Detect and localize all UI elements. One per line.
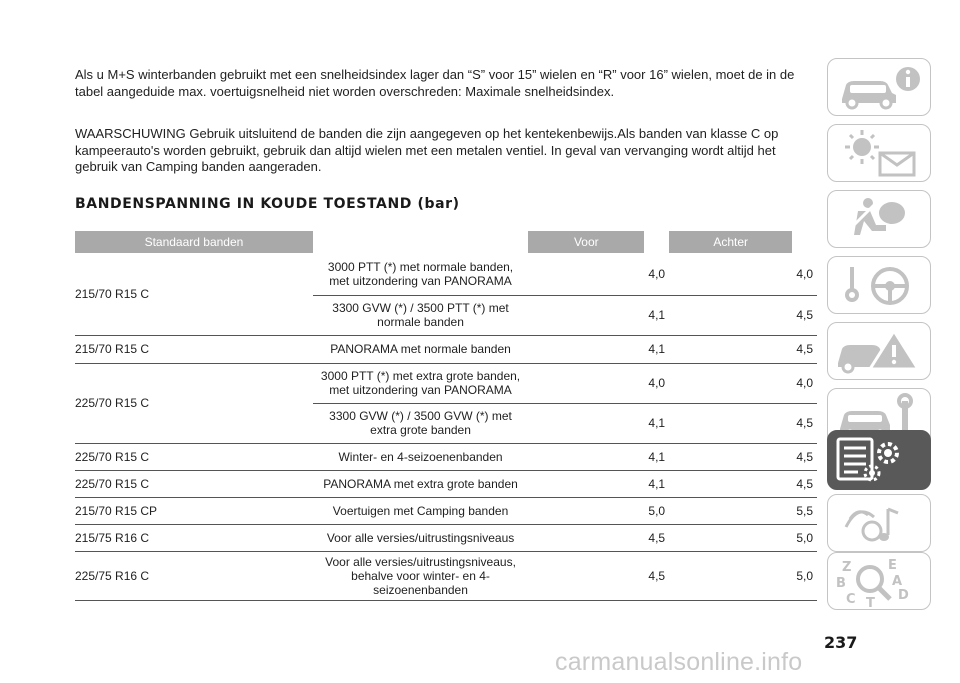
tab-index[interactable] <box>827 552 931 610</box>
tyre-size-cell: 215/70 R15 C <box>75 335 313 363</box>
index-letter: D <box>898 588 909 603</box>
intro-paragraph-speed-index: Als u M+S winterbanden gebruikt met een snelheidsindex lager dan “S” voor 15” wielen en “R” voor 16” wielen, moet de in de tabel aangeduide max. voertuigsnelheid niet worden overschreden: Maximale snelheidsindex. <box>75 67 795 99</box>
rear-pressure-cell: 5,5 <box>792 497 817 524</box>
table-row <box>75 470 817 497</box>
section-title: BANDENSPANNING IN KOUDE TOESTAND (bar) <box>75 196 460 212</box>
table-row <box>75 551 817 600</box>
front-pressure-cell: 4,5 <box>644 551 669 600</box>
table-row <box>75 497 817 524</box>
page-number: 237 <box>824 633 858 652</box>
rear-pressure-cell: 4,5 <box>792 335 817 363</box>
car-info-icon <box>828 59 932 117</box>
tab-multimedia[interactable] <box>827 494 931 552</box>
description-cell: PANORAMA met extra grote banden <box>313 470 528 497</box>
tyre-size-cell: 225/70 R15 C <box>75 470 313 497</box>
tab-starting-driving[interactable] <box>827 256 931 314</box>
rear-pressure-cell: 4,5 <box>792 470 817 497</box>
description-cell: Voertuigen met Camping banden <box>313 497 528 524</box>
header-rear: Achter <box>669 231 792 253</box>
front-pressure-cell: 4,5 <box>644 524 669 551</box>
index-letter: A <box>892 574 903 589</box>
table-row <box>75 524 817 551</box>
rear-pressure-cell: 4,0 <box>792 253 817 295</box>
rear-pressure-cell: 4,5 <box>792 443 817 470</box>
tyre-size-cell: 215/75 R16 C <box>75 524 313 551</box>
description-cell: 3300 GVW (*) / 3500 PTT (*) met normale banden <box>313 295 528 335</box>
index-letter: T <box>866 596 875 611</box>
index-letter: C <box>846 592 856 607</box>
description-cell: 3000 PTT (*) met normale banden, met uitzondering van PANORAMA <box>313 253 528 295</box>
tab-technical-data[interactable] <box>827 430 931 490</box>
description-cell: Voor alle versies/uitrustingsniveaus <box>313 524 528 551</box>
rear-pressure-cell: 5,0 <box>792 551 817 600</box>
front-pressure-cell: 4,1 <box>644 295 669 335</box>
tyre-size-cell: 215/70 R15 C <box>75 253 313 335</box>
header-standard-tyres: Standaard banden <box>75 231 313 253</box>
warning-paragraph: WAARSCHUWING Gebruik uitsluitend de banden die zijn aangegeven op het kentekenbewijs.Als banden van klasse C op kampeerauto's worden gebruikt, gebruik dan altijd wielen met een metalen ventiel. In geval van vervanging wordt altijd het gebruik van Camping banden aangeraden. <box>75 126 779 174</box>
description-cell: Voor alle versies/uitrustingsniveaus, behalve voor winter- en 4-seizoenenbanden <box>313 551 528 600</box>
emergency-icon <box>828 323 932 381</box>
tab-warning-lights[interactable] <box>827 124 931 182</box>
index-letter: E <box>888 558 897 573</box>
front-pressure-cell: 5,0 <box>644 497 669 524</box>
front-pressure-cell: 4,1 <box>644 335 669 363</box>
watermark-text: carmanualsonline.info <box>555 648 803 676</box>
description-cell: 3000 PTT (*) met extra grote banden, met uitzondering van PANORAMA <box>313 363 528 403</box>
tyre-size-cell: 225/75 R16 C <box>75 551 313 600</box>
front-pressure-cell: 4,1 <box>644 403 669 443</box>
front-pressure-cell: 4,0 <box>644 363 669 403</box>
starting-driving-icon <box>828 257 932 315</box>
warning-lights-icon <box>828 125 932 183</box>
tyre-size-cell: 225/70 R15 C <box>75 363 313 443</box>
rear-pressure-cell: 4,5 <box>792 295 817 335</box>
rear-pressure-cell: 4,0 <box>792 363 817 403</box>
description-cell: 3300 GVW (*) / 3500 GVW (*) met extra grote banden <box>313 403 528 443</box>
tyre-pressure-table <box>75 231 817 601</box>
technical-data-icon <box>828 431 932 491</box>
table-row <box>75 443 817 470</box>
front-pressure-cell: 4,1 <box>644 443 669 470</box>
tyre-size-cell: 215/70 R15 CP <box>75 497 313 524</box>
tab-vehicle-info[interactable] <box>827 58 931 116</box>
index-letter: Z <box>842 560 852 575</box>
description-cell: PANORAMA met normale banden <box>313 335 528 363</box>
tyre-size-cell: 225/70 R15 C <box>75 443 313 470</box>
description-cell: Winter- en 4-seizoenenbanden <box>313 443 528 470</box>
front-pressure-cell: 4,1 <box>644 470 669 497</box>
table-row <box>75 335 817 363</box>
multimedia-icon <box>828 495 932 553</box>
tab-safety[interactable] <box>827 190 931 248</box>
tab-emergency[interactable] <box>827 322 931 380</box>
header-front: Voor <box>528 231 644 253</box>
table-row <box>75 253 817 295</box>
index-icon <box>828 553 932 611</box>
front-pressure-cell: 4,0 <box>644 253 669 295</box>
rear-pressure-cell: 5,0 <box>792 524 817 551</box>
index-letter: B <box>836 576 846 591</box>
rear-pressure-cell: 4,5 <box>792 403 817 443</box>
airbag-safety-icon <box>828 191 932 249</box>
table-row <box>75 363 817 403</box>
